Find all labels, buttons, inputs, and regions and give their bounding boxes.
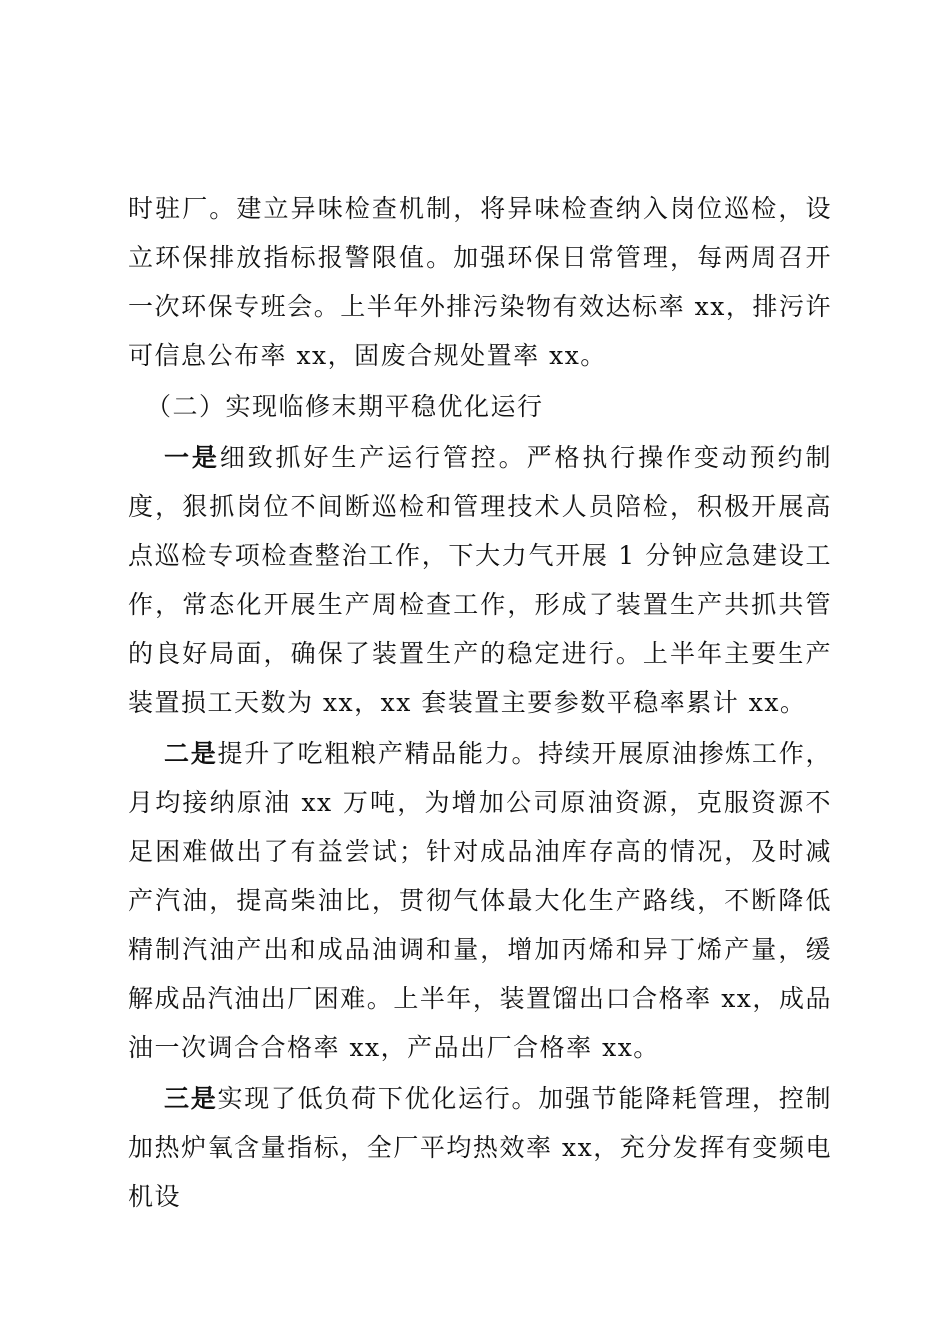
section-heading-text: （二）实现临修末期平稳优化运行: [146, 392, 544, 421]
paragraph-low-load-optimization: [128, 1074, 832, 1221]
paragraph-text: 细致抓好生产运行管控。严格执行操作变动预约制度，狠抓岗位不间断巡检和管理技术人员陪检，积极开展高点巡检专项检查整治工作，下大力气开展 1 分钟应急建设工作，常态化开展生产周检查工作，形成了装置生产共抓共管的良好局面，确保了装置生产的稳定进行。上半年主要生产装置损工天数为 xx，xx 套装置主要参数平稳率累计 xx。: [128, 443, 832, 717]
paragraph-lead: 二是: [164, 739, 218, 768]
paragraph-text: 实现了低负荷下优化运行。加强节能降耗管理，控制加热炉氧含量指标，全厂平均热效率 xx，充分发挥有变频电机设: [128, 1084, 832, 1211]
section-heading: [128, 382, 832, 431]
document-body: [128, 184, 832, 1221]
paragraph-environment-continued: [128, 184, 832, 380]
paragraph-text: 时驻厂。建立异味检查机制，将异味检查纳入岗位巡检，设立环保排放指标报警限值。加强环保日常管理，每两周召开一次环保专班会。上半年外排污染物有效达标率 xx，排污许可信息公布率 xx，固废合规处置率 xx。: [128, 194, 832, 370]
paragraph-lead: 三是: [164, 1084, 218, 1113]
paragraph-production-control: [128, 433, 832, 727]
paragraph-text: 提升了吃粗粮产精品能力。持续开展原油掺炼工作，月均接纳原油 xx 万吨，为增加公司原油资源，克服资源不足困难做出了有益尝试；针对成品油库存高的情况，及时减产汽油，提高柴油比，贯彻气体最大化生产路线，不断降低精制汽油产出和成品油调和量，增加丙烯和异丁烯产量，缓解成品汽油出厂困难。上半年，装置馏出口合格率 xx，成品油一次调合合格率 xx，产品出厂合格率 xx。: [128, 739, 832, 1062]
paragraph-crude-capability: [128, 729, 832, 1072]
paragraph-lead: 一是: [164, 443, 220, 472]
